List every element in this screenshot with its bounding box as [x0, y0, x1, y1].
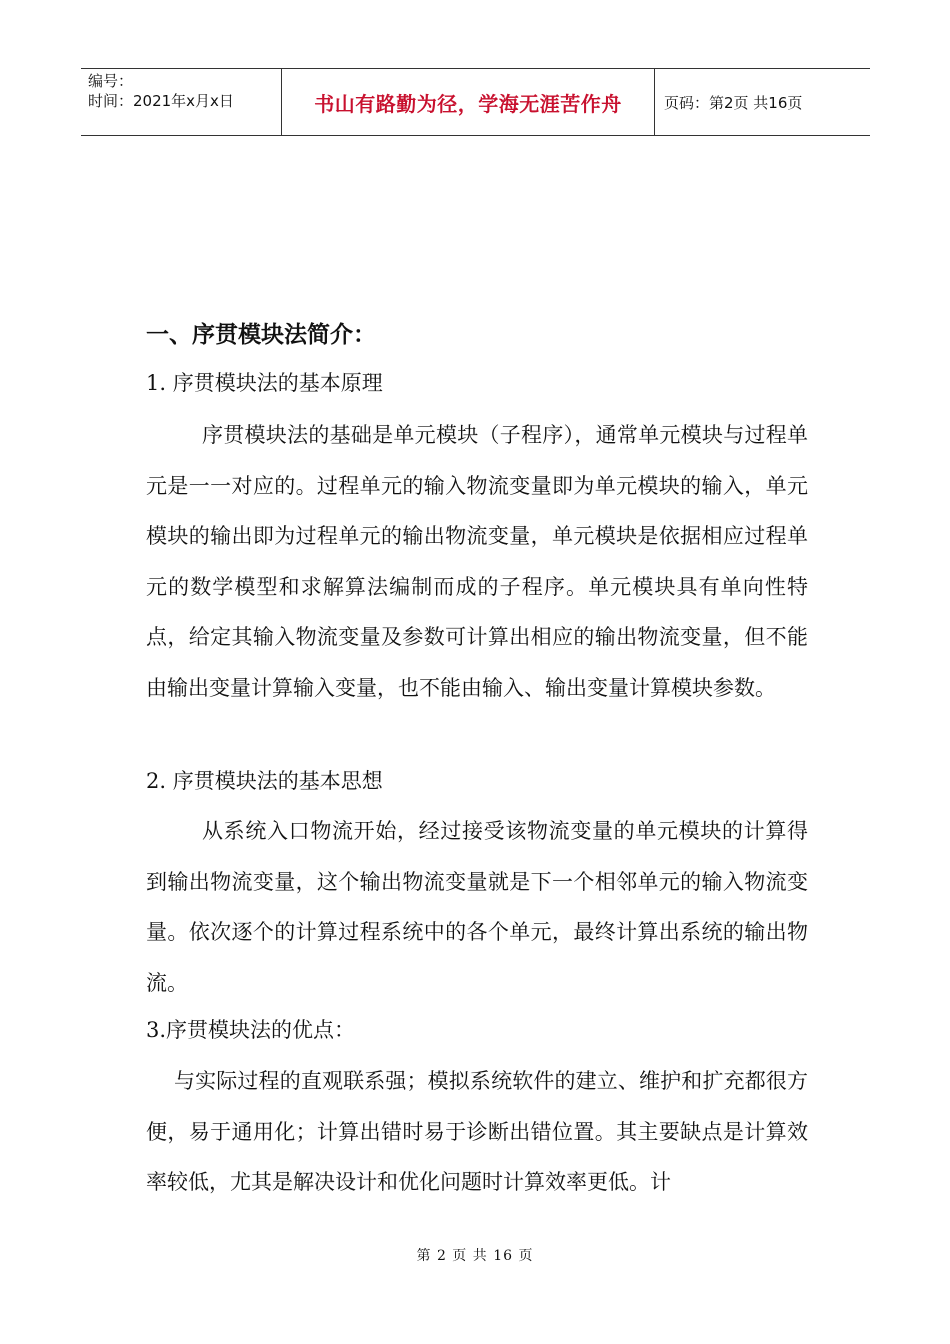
document-header — [81, 68, 870, 136]
subsection-3-title: 3.序贯模块法的优点： — [146, 1018, 356, 1042]
serial-number-label: 编号： — [88, 72, 134, 90]
page-footer: 第 2 页 共 16 页 — [416, 1248, 534, 1264]
subsection-1-title: 1. 序贯模块法的基本原理 — [146, 371, 383, 395]
subsection-2-title: 2. 序贯模块法的基本思想 — [146, 769, 383, 793]
section-title: 一、序贯模块法简介： — [146, 322, 376, 348]
header-meta-cell — [81, 69, 282, 135]
subsection-2-paragraph: 从系统入口物流开始，经过接受该物流变量的单元模块的计算得到输出物流变量，这个输出物流变量就是下一个相邻单元的输入物流变量。依次逐个的计算过程系统中的各个单元，最终计算出系统的输出物流。 — [146, 819, 808, 995]
header-page-info: 页码：第2页 共16页 — [664, 93, 803, 112]
date-label: 时间：2021年x月x日 — [88, 92, 234, 110]
header-motto: 书山有路勤为径，学海无涯苦作舟 — [282, 69, 655, 135]
subsection-1-paragraph: 序贯模块法的基础是单元模块（子程序），通常单元模块与过程单元是一一对应的。过程单元的输入物流变量即为单元模块的输入，单元模块的输出即为过程单元的输出物流变量，单元模块是依据相应过程单元的数学模型和求解算法编制而成的子程序。单元模块具有单向性特点，给定其输入物流变量及参数可计算出相应的输出物流变量，但不能由输出变量计算输入变量，也不能由输入、输出变量计算模块参数。 — [146, 423, 808, 700]
subsection-3-paragraph: 与实际过程的直观联系强；模拟系统软件的建立、维护和扩充都很方便，易于通用化；计算出错时易于诊断出错位置。其主要缺点是计算效率较低，尤其是解决设计和优化问题时计算效率更低。计 — [146, 1069, 808, 1194]
